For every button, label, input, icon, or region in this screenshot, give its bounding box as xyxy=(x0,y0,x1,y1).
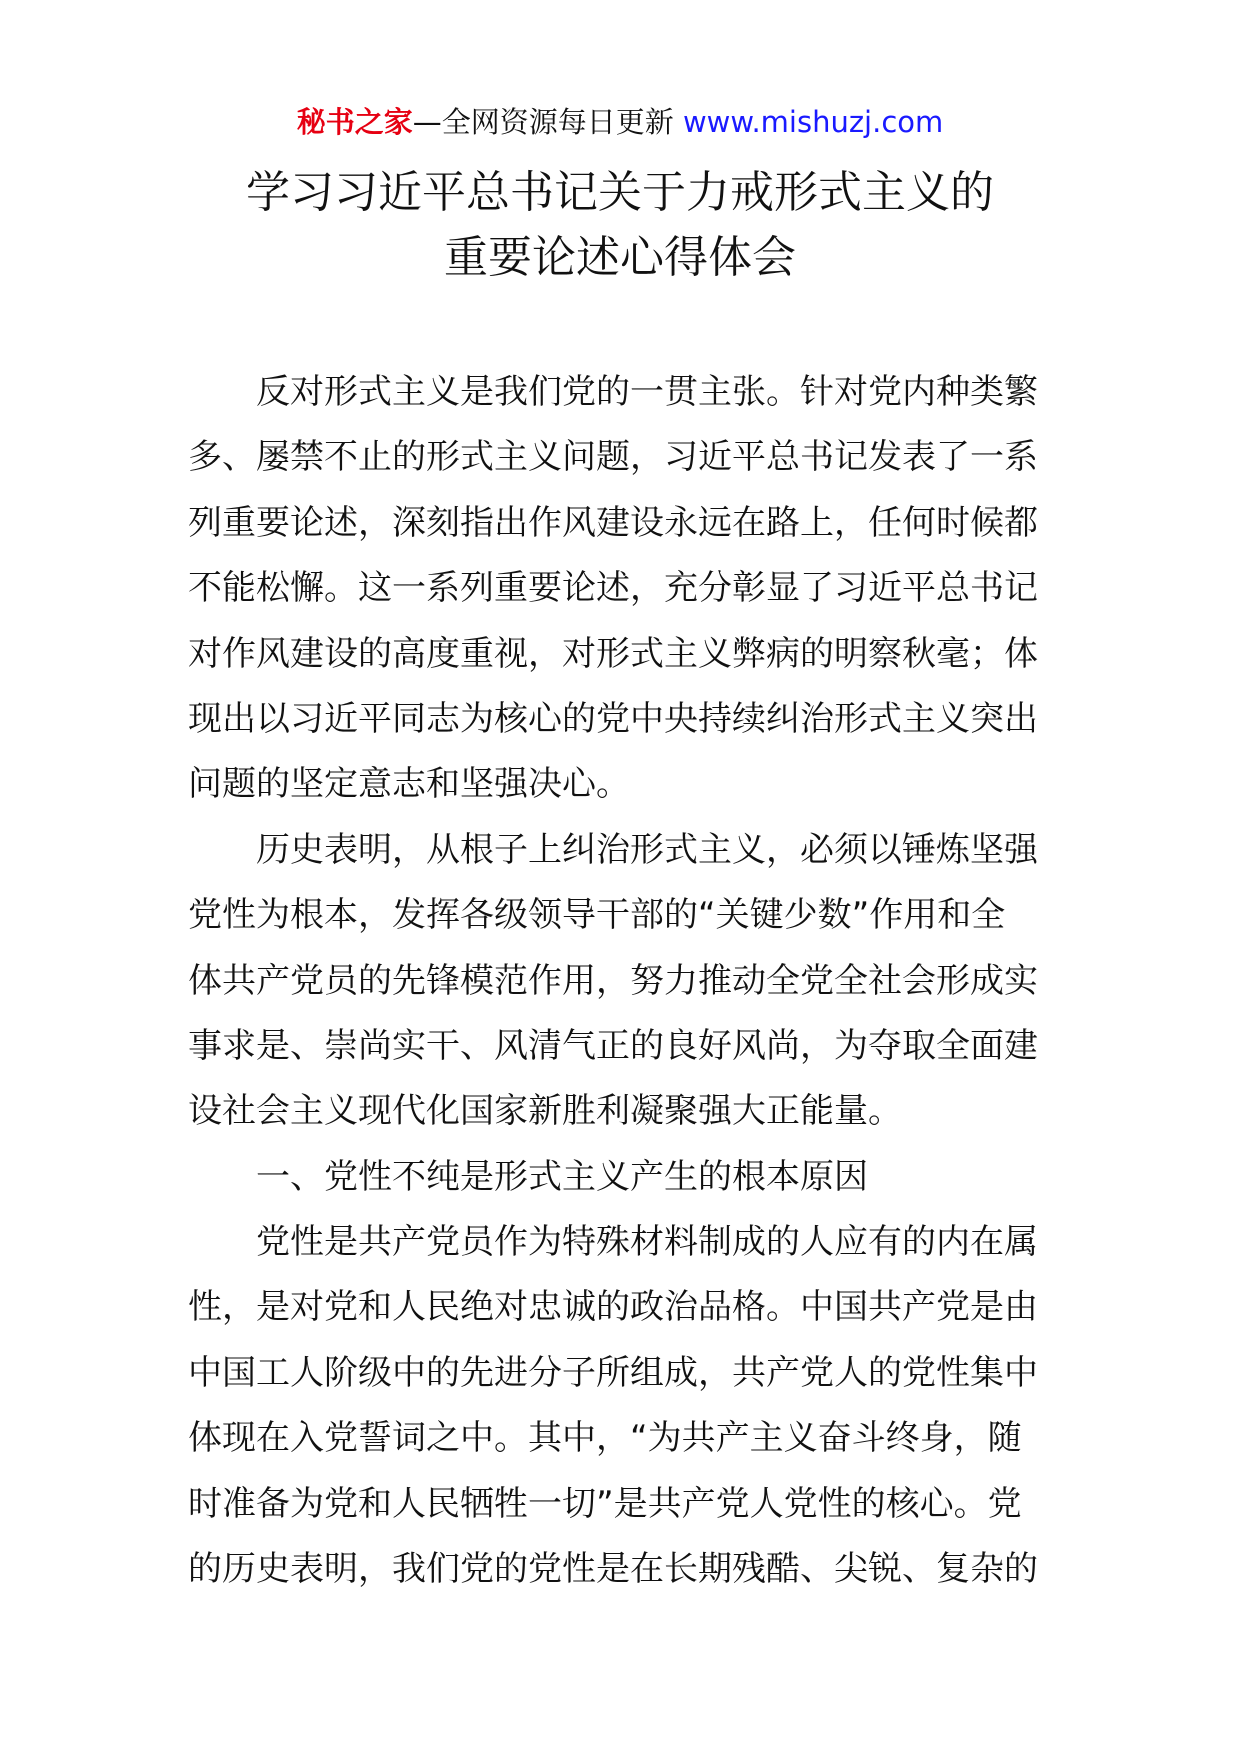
body-line: 的历史表明，我们党的党性是在长期残酷、尖锐、复杂的 xyxy=(188,1549,1038,1590)
site-url-link[interactable]: www.mishuzj.com xyxy=(682,105,944,139)
body-line: 多、屡禁不止的形式主义问题，习近平总书记发表了一系 xyxy=(188,437,1038,478)
body-line: 问题的坚定意志和坚强决心。 xyxy=(188,764,630,805)
body-line: 中国工人阶级中的先进分子所组成，共产党人的党性集中 xyxy=(188,1352,1038,1393)
body-line: 反对形式主义是我们党的一贯主张。针对党内种类繁 xyxy=(256,372,1038,412)
body-line: 对作风建设的高度重视，对形式主义弊病的明察秋毫；体 xyxy=(188,633,1038,674)
banner-tagline: —全网资源每日更新 xyxy=(412,105,683,139)
site-banner xyxy=(0,102,1240,142)
body-line: 历史表明，从根子上纠治形式主义，必须以锤炼坚强 xyxy=(256,829,1038,870)
document-title xyxy=(0,160,1240,290)
title-line-2: 重要论述心得体会 xyxy=(444,232,796,283)
body-line: 不能松懈。这一系列重要论述，充分彰显了习近平总书记 xyxy=(188,568,1038,609)
title-line-1: 学习习近平总书记关于力戒形式主义的 xyxy=(246,167,994,218)
body-line: 体现在入党誓词之中。其中，“为共产主义奋斗终身，随 xyxy=(188,1418,1022,1459)
section-heading: 一、党性不纯是形式主义产生的根本原因 xyxy=(256,1156,868,1197)
body-line: 性，是对党和人民绝对忠诚的政治品格。中国共产党是由 xyxy=(188,1287,1038,1328)
body-line: 体共产党员的先锋模范作用，努力推动全党全社会形成实 xyxy=(188,960,1038,1001)
document-body xyxy=(188,360,1060,1602)
brand-name: 秘书之家 xyxy=(296,105,413,139)
body-line: 现出以习近平同志为核心的党中央持续纠治形式主义突出 xyxy=(188,698,1038,739)
body-line: 事求是、崇尚实干、风清气正的良好风尚，为夺取全面建 xyxy=(188,1025,1038,1066)
body-line: 党性是共产党员作为特殊材料制成的人应有的内在属 xyxy=(256,1222,1038,1263)
body-line: 时准备为党和人民牺牲一切”是共产党人党性的核心。党 xyxy=(188,1483,1022,1524)
body-line: 列重要论述，深刻指出作风建设永远在路上，任何时候都 xyxy=(188,502,1038,543)
body-line: 党性为根本，发挥各级领导干部的“关键少数”作用和全 xyxy=(188,895,1006,936)
body-line: 设社会主义现代化国家新胜利凝聚强大正能量。 xyxy=(188,1091,902,1132)
